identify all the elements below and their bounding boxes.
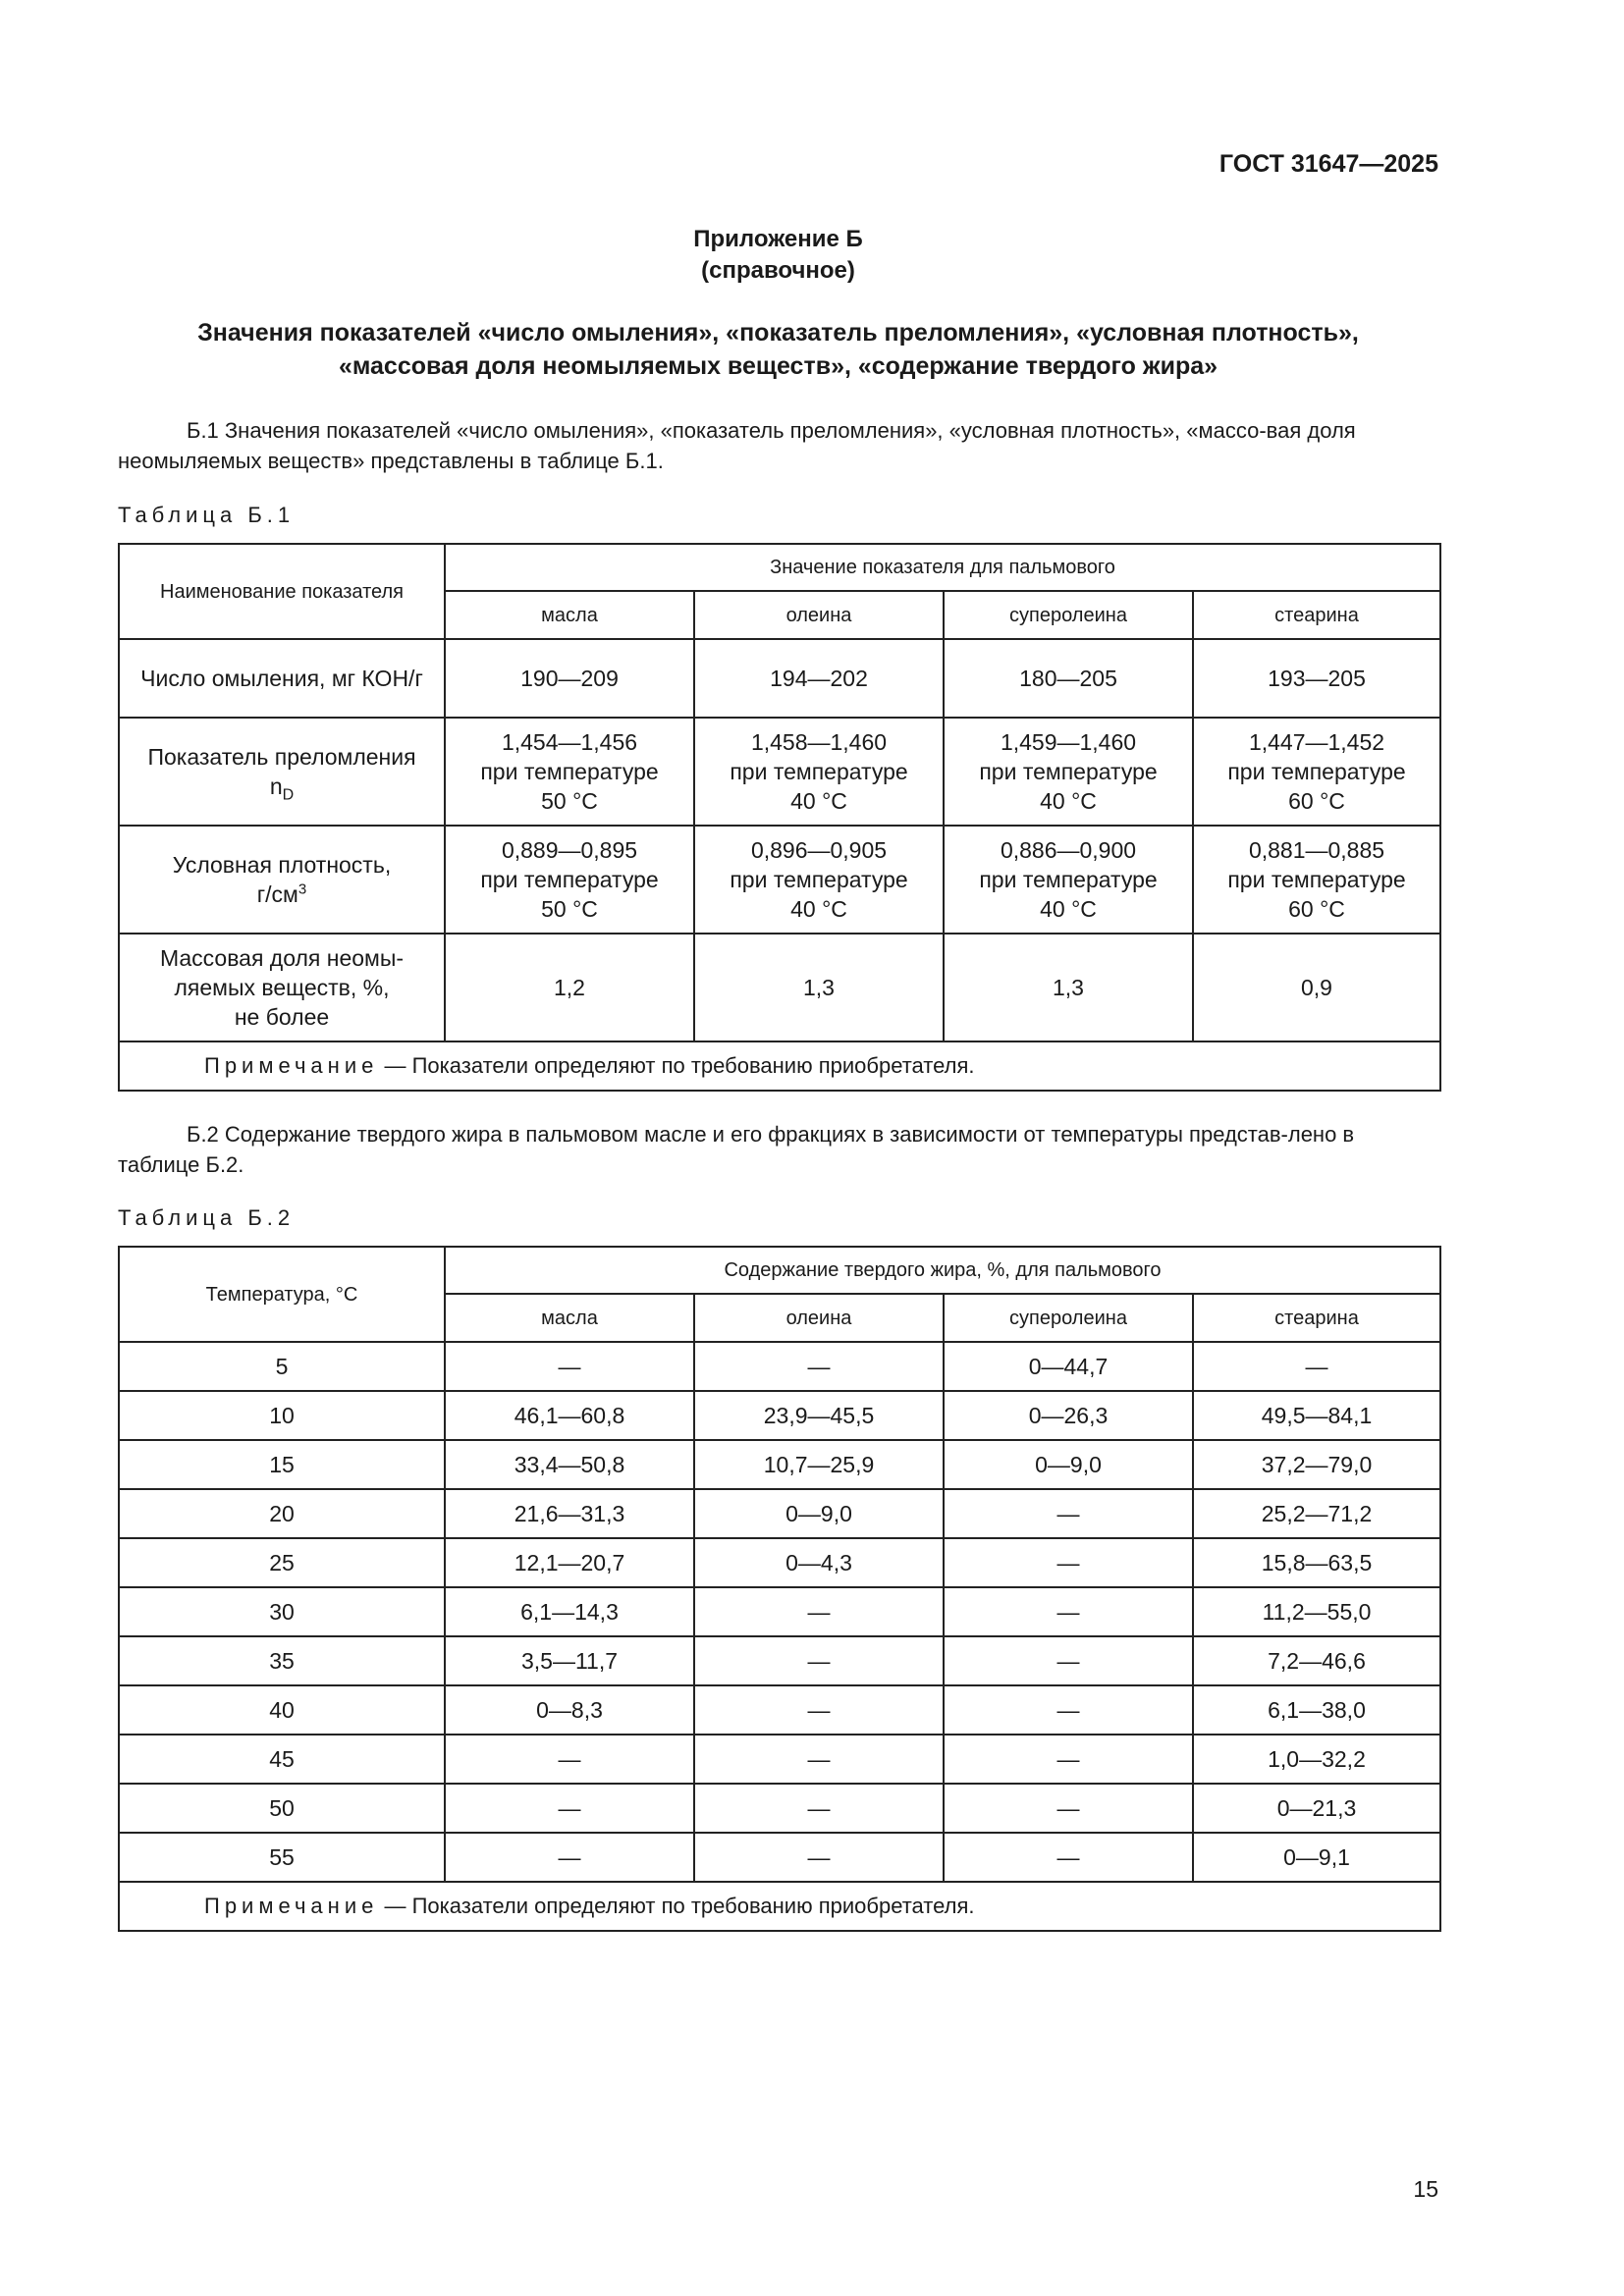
table-cell: 190—209 <box>445 639 694 718</box>
annex-heading <box>118 316 1438 383</box>
table2-caption: Таблица Б.2 <box>118 1205 296 1230</box>
table-row <box>119 1735 1440 1784</box>
table2-subheader: суперолеина <box>944 1294 1193 1342</box>
table-row <box>119 1342 1440 1391</box>
table-cell: 15,8—63,5 <box>1193 1538 1440 1587</box>
table-row <box>119 1538 1440 1587</box>
table-cell: 23,9—45,5 <box>694 1391 944 1440</box>
annex-title: Приложение Б <box>693 226 863 252</box>
table-cell: 21,6—31,3 <box>445 1489 694 1538</box>
table-cell: 1,2 <box>445 934 694 1041</box>
table-cell: — <box>694 1685 944 1735</box>
table-cell: 0,896—0,905 при температуре 40 °С <box>694 826 944 934</box>
table-cell: 1,454—1,456 при температуре 50 °С <box>445 718 694 826</box>
table-cell: 180—205 <box>944 639 1193 718</box>
temperature-cell: 25 <box>119 1538 445 1587</box>
table1-caption: Таблица Б.1 <box>118 503 296 527</box>
paragraph-b2 <box>118 1119 1438 1180</box>
table-cell: — <box>694 1587 944 1636</box>
temperature-cell: 10 <box>119 1391 445 1440</box>
table-cell: 0,886—0,900 при температуре 40 °С <box>944 826 1193 934</box>
annex-heading-line2: «массовая доля неомыляемых веществ», «содержание твердого жира» <box>338 352 1218 380</box>
table-cell: 0,881—0,885 при температуре 60 °С <box>1193 826 1440 934</box>
table-b2 <box>118 1246 1441 1932</box>
temperature-cell: 15 <box>119 1440 445 1489</box>
table-cell: 12,1—20,7 <box>445 1538 694 1587</box>
standard-code: ГОСТ 31647—2025 <box>1218 150 1438 178</box>
annex-header <box>118 224 1438 287</box>
table-row <box>119 718 1440 826</box>
table-cell: 10,7—25,9 <box>694 1440 944 1489</box>
table-row <box>119 1784 1440 1833</box>
table-cell: 0—8,3 <box>445 1685 694 1735</box>
table-cell: 194—202 <box>694 639 944 718</box>
temperature-cell: 5 <box>119 1342 445 1391</box>
table-cell: — <box>445 1833 694 1882</box>
page-number: 15 <box>1413 2176 1438 2202</box>
temperature-cell: 40 <box>119 1685 445 1735</box>
paragraph-b1 <box>118 415 1438 476</box>
refractive-symbol: $n_D$ <box>269 774 295 804</box>
table-cell: 0,889—0,895 при температуре 50 °С <box>445 826 694 934</box>
table-cell: 0—9,1 <box>1193 1833 1440 1882</box>
table-cell: — <box>944 1685 1193 1735</box>
table-cell: — <box>1193 1342 1440 1391</box>
table-cell: 6,1—14,3 <box>445 1587 694 1636</box>
table-cell: 1,3 <box>694 934 944 1041</box>
table1-col0-header: Наименование показателя <box>119 544 445 639</box>
table2-col0-header: Температура, °С <box>119 1247 445 1342</box>
temperature-cell: 30 <box>119 1587 445 1636</box>
temperature-cell: 35 <box>119 1636 445 1685</box>
table-cell: — <box>944 1587 1193 1636</box>
table-cell: — <box>694 1342 944 1391</box>
table2-subheader: олеина <box>694 1294 944 1342</box>
table2-subheader: стеарина <box>1193 1294 1440 1342</box>
table-cell: 0—44,7 <box>944 1342 1193 1391</box>
table-cell: — <box>694 1784 944 1833</box>
table-cell: 6,1—38,0 <box>1193 1685 1440 1735</box>
table-row <box>119 934 1440 1041</box>
table1-note: Примечание — Показатели определяют по требованию приобретателя. <box>119 1041 1440 1091</box>
table-cell: — <box>944 1784 1193 1833</box>
table-cell: 11,2—55,0 <box>1193 1587 1440 1636</box>
row-label <box>119 826 445 934</box>
table-cell: 0—9,0 <box>694 1489 944 1538</box>
table-cell: 3,5—11,7 <box>445 1636 694 1685</box>
row-label-text: Условная плотность, <box>172 852 392 878</box>
table-row <box>119 1440 1440 1489</box>
row-label: Число омыления, мг КОН/г <box>119 639 445 718</box>
table-cell: — <box>694 1735 944 1784</box>
table-cell: — <box>944 1636 1193 1685</box>
row-label <box>119 718 445 826</box>
table-row <box>119 1636 1440 1685</box>
table-cell: 46,1—60,8 <box>445 1391 694 1440</box>
density-unit: $г/см^3$ <box>256 881 307 907</box>
table-row <box>119 1391 1440 1440</box>
table-cell: — <box>445 1735 694 1784</box>
table-cell: — <box>694 1636 944 1685</box>
temperature-cell: 45 <box>119 1735 445 1784</box>
table-cell: — <box>445 1784 694 1833</box>
table1-subheader: стеарина <box>1193 591 1440 639</box>
table-cell: 7,2—46,6 <box>1193 1636 1440 1685</box>
table2-subheader: масла <box>445 1294 694 1342</box>
annex-kind: (справочное) <box>701 257 855 284</box>
table-cell: 25,2—71,2 <box>1193 1489 1440 1538</box>
table-cell: 1,458—1,460 при температуре 40 °С <box>694 718 944 826</box>
table-row <box>119 1587 1440 1636</box>
row-label-text: Показатель преломления <box>147 744 416 770</box>
table-cell: 37,2—79,0 <box>1193 1440 1440 1489</box>
table-cell: 0—4,3 <box>694 1538 944 1587</box>
table-cell: — <box>944 1735 1193 1784</box>
table1-group-header: Значение показателя для пальмового <box>445 544 1440 591</box>
table1-subheader: олеина <box>694 591 944 639</box>
table-row <box>119 1833 1440 1882</box>
paragraph-b1-text: Б.1 Значения показателей «число омыления», «показатель преломления», «условная плотность», «массо-вая доля неомыляемых веществ» представлены в таблице Б.1. <box>118 418 1356 473</box>
table1-subheader: масла <box>445 591 694 639</box>
table-row <box>119 639 1440 718</box>
table-row <box>119 1489 1440 1538</box>
table-cell: — <box>694 1833 944 1882</box>
table2-group-header: Содержание твердого жира, %, для пальмового <box>445 1247 1440 1294</box>
table-cell: 1,459—1,460 при температуре 40 °С <box>944 718 1193 826</box>
temperature-cell: 50 <box>119 1784 445 1833</box>
table-cell: — <box>944 1833 1193 1882</box>
table-row <box>119 1685 1440 1735</box>
table-cell: 0—26,3 <box>944 1391 1193 1440</box>
table-cell: — <box>944 1538 1193 1587</box>
row-label: Массовая доля неомы- ляемых веществ, %, не более <box>119 934 445 1041</box>
table-cell: 1,3 <box>944 934 1193 1041</box>
table-cell: — <box>445 1342 694 1391</box>
table-cell: 0—9,0 <box>944 1440 1193 1489</box>
temperature-cell: 20 <box>119 1489 445 1538</box>
table-cell: 1,447—1,452 при температуре 60 °С <box>1193 718 1440 826</box>
table-cell: 0,9 <box>1193 934 1440 1041</box>
table-cell: 33,4—50,8 <box>445 1440 694 1489</box>
table-cell: 1,0—32,2 <box>1193 1735 1440 1784</box>
table-cell: 193—205 <box>1193 639 1440 718</box>
paragraph-b2-text: Б.2 Содержание твердого жира в пальмовом масле и его фракциях в зависимости от температуры представ-лено в таблице Б.2. <box>118 1122 1355 1177</box>
table-row <box>119 826 1440 934</box>
table-cell: 49,5—84,1 <box>1193 1391 1440 1440</box>
table-b1 <box>118 543 1441 1092</box>
table-cell: 0—21,3 <box>1193 1784 1440 1833</box>
table2-note: Примечание — Показатели определяют по требованию приобретателя. <box>119 1882 1440 1931</box>
temperature-cell: 55 <box>119 1833 445 1882</box>
annex-heading-line1: Значения показателей «число омыления», «показатель преломления», «условная плотность», <box>197 319 1359 347</box>
table-cell: — <box>944 1489 1193 1538</box>
table1-subheader: суперолеина <box>944 591 1193 639</box>
